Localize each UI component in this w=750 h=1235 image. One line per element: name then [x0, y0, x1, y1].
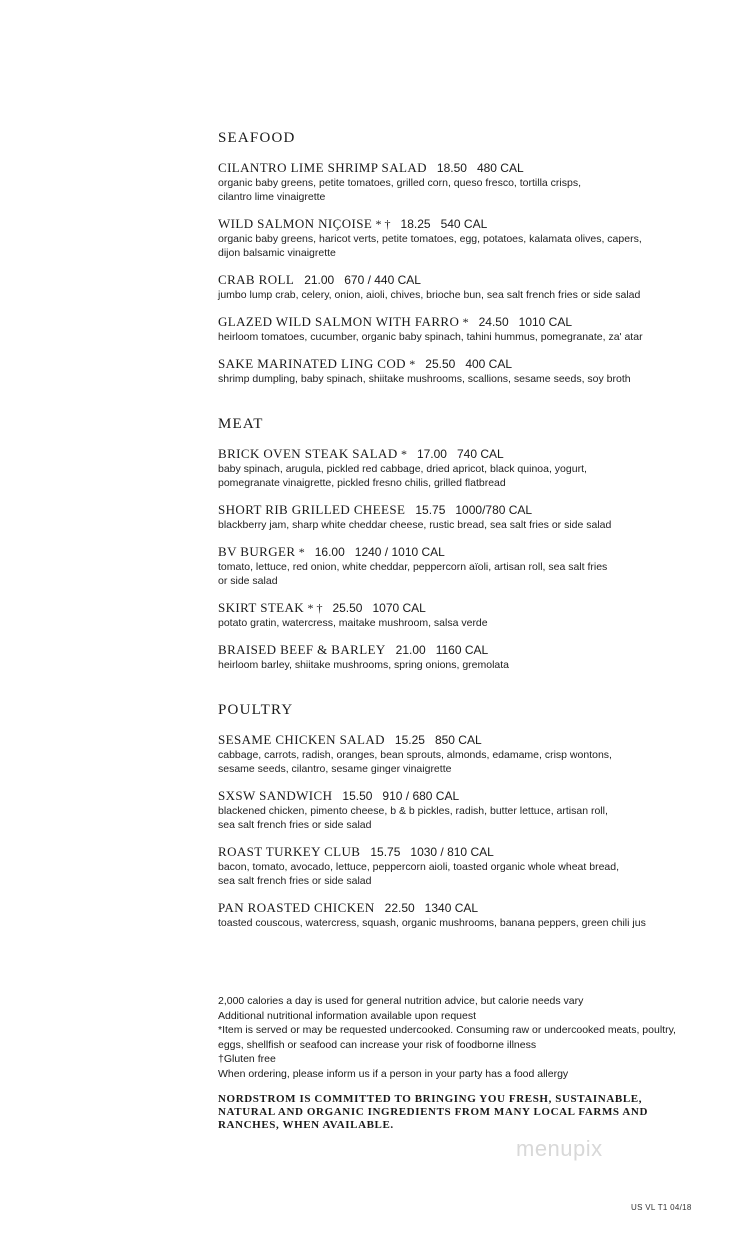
menu-item: [218, 732, 698, 776]
menu-item-name: ROAST TURKEY CLUB: [218, 844, 361, 859]
section-title: MEAT: [218, 416, 264, 432]
menu-item-calories: 400 CAL: [465, 357, 513, 371]
menu-item-calories: 1240 / 1010 CAL: [354, 545, 445, 559]
menu-item: [218, 844, 698, 888]
menu-item-description: cabbage, carrots, radish, oranges, bean sprouts, almonds, edamame, crisp wontons,: [218, 749, 612, 761]
menu-item: [218, 356, 698, 386]
closing-line: RANCHES, WHEN AVAILABLE.: [218, 1119, 394, 1131]
menu-item-description: toasted couscous, watercress, squash, organic mushrooms, banana peppers, green chili jus: [218, 917, 646, 929]
menu-item-name: SESAME CHICKEN SALAD: [218, 732, 385, 747]
menu-item-description: shrimp dumpling, baby spinach, shiitake mushrooms, scallions, sesame seeds, soy broth: [218, 373, 631, 385]
menu-item: [218, 160, 698, 204]
menu-item-marker: *: [462, 315, 469, 329]
menu-item: [218, 642, 698, 672]
menu-item-name: BRAISED BEEF & BARLEY: [218, 642, 386, 657]
menu-item-name: BV BURGER: [218, 544, 296, 559]
menu-item-calories: 480 CAL: [476, 161, 524, 175]
menu-item-header: [218, 642, 698, 658]
menu-body: [218, 130, 698, 960]
menu-item-calories: 1000/780 CAL: [455, 503, 533, 517]
menupix-watermark: menupix: [516, 1136, 603, 1161]
section-seafood: [218, 130, 698, 386]
menu-item-description: blackened chicken, pimento cheese, b & b pickles, radish, butter lettuce, artisan roll,: [218, 805, 608, 817]
menu-item-header: [218, 272, 698, 288]
notes: [218, 994, 698, 1081]
menu-item-description: organic baby greens, petite tomatoes, grilled corn, queso fresco, tortilla crisps,: [218, 177, 582, 189]
menu-item-description: dijon balsamic vinaigrette: [218, 247, 336, 259]
menu-item-price: 17.00: [416, 447, 447, 461]
menu-item-price: 21.00: [304, 273, 335, 287]
menu-item-calories: 1160 CAL: [435, 643, 489, 657]
menu-item: [218, 446, 698, 490]
menu-item-header: [218, 160, 698, 176]
menu-item-price: 24.50: [478, 315, 509, 329]
menu-item-description: heirloom tomatoes, cucumber, organic baby spinach, tahini hummus, pomegranate, za' atar: [218, 331, 643, 343]
note-line: 2,000 calories a day is used for general nutrition advice, but calorie needs vary: [218, 995, 584, 1007]
closing-line: NORDSTROM IS COMMITTED TO BRINGING YOU FRESH, SUSTAINABLE,: [218, 1093, 643, 1105]
menu-item-calories: 1340 CAL: [424, 901, 479, 915]
menu-item-calories: 850 CAL: [434, 733, 482, 747]
section-meat: [218, 416, 698, 672]
section-poultry: [218, 702, 698, 930]
menu-item-name: SHORT RIB GRILLED CHEESE: [218, 502, 406, 517]
menu-item-header: [218, 732, 698, 748]
menu-item-marker: * †: [375, 217, 391, 231]
menu-item-header: [218, 844, 698, 860]
menu-item-header: [218, 216, 698, 232]
menu-item-marker: *: [400, 447, 407, 461]
menu-item-description: baby spinach, arugula, pickled red cabbage, dried apricot, black quinoa, yogurt,: [218, 463, 587, 475]
note-line: *Item is served or may be requested undercooked. Consuming raw or undercooked meats, poultry,: [218, 1024, 676, 1036]
menu-item-price: 15.75: [370, 845, 401, 859]
menu-item-header: [218, 314, 698, 330]
menu-item-price: 15.25: [394, 733, 425, 747]
menu-item-description: jumbo lump crab, celery, onion, aioli, chives, brioche bun, sea salt french fries or side salad: [218, 289, 641, 301]
section-title: POULTRY: [218, 702, 294, 718]
menu-item-description: or side salad: [218, 575, 278, 587]
menu-item-price: 16.00: [314, 545, 345, 559]
menu-item-calories: 740 CAL: [456, 447, 504, 461]
menu-item-name: BRICK OVEN STEAK SALAD: [218, 446, 398, 461]
menu-item-name: CILANTRO LIME SHRIMP SALAD: [218, 160, 427, 175]
menu-item-calories: 1070 CAL: [372, 601, 426, 615]
menu-item-price: 22.50: [384, 901, 415, 915]
menu-item-name: SXSW SANDWICH: [218, 788, 333, 803]
menu-item-price: 18.25: [400, 217, 431, 231]
menu-item-header: [218, 788, 698, 804]
menu-item-description: pomegranate vinaigrette, pickled fresno chilis, grilled flatbread: [218, 477, 506, 489]
menu-item: [218, 502, 698, 532]
menu-item-marker: * †: [307, 601, 323, 615]
menu-item-price: 25.50: [332, 601, 363, 615]
menu-item-calories: 1030 / 810 CAL: [410, 845, 494, 859]
menu-item-calories: 910 / 680 CAL: [382, 789, 460, 803]
menu-item-description: organic baby greens, haricot verts, petite tomatoes, egg, potatoes, kalamata olives, capers,: [218, 233, 642, 245]
section-title: SEAFOOD: [218, 130, 296, 146]
menu-item-description: blackberry jam, sharp white cheddar cheese, rustic bread, sea salt fries or side salad: [218, 519, 612, 531]
menu-item: [218, 272, 698, 302]
note-line: eggs, shellfish or seafood can increase your risk of foodborne illness: [218, 1038, 537, 1051]
menu-item-header: [218, 446, 698, 462]
menu-item-calories: 1010 CAL: [518, 315, 573, 329]
menu-item-header: [218, 900, 698, 916]
menu-item-description: cilantro lime vinaigrette: [218, 191, 326, 203]
menu-item: [218, 900, 698, 930]
menu-item-name: SAKE MARINATED LING COD: [218, 356, 406, 371]
menu-item-marker: *: [409, 357, 416, 371]
menu-item-calories: 670 / 440 CAL: [344, 273, 421, 287]
menu-item-header: [218, 544, 698, 560]
menu-item-description: sea salt french fries or side salad: [218, 875, 372, 887]
menu-item-header: [218, 502, 698, 518]
menu-item-name: WILD SALMON NIÇOISE: [218, 216, 373, 231]
menu-item-name: PAN ROASTED CHICKEN: [218, 900, 375, 915]
note-line: Additional nutritional information available upon request: [218, 1009, 476, 1022]
menu-item-price: 21.00: [395, 643, 426, 657]
menu-item-price: 18.50: [436, 161, 467, 175]
menu-item-price: 15.75: [415, 503, 446, 517]
menu-item-name: GLAZED WILD SALMON WITH FARRO: [218, 314, 460, 329]
closing-statement: [218, 1093, 688, 1132]
menu-item-description: sesame seeds, cilantro, sesame ginger vinaigrette: [218, 763, 452, 775]
menu-item: [218, 788, 698, 832]
menu-item: [218, 600, 698, 630]
menu-item-description: tomato, lettuce, red onion, white cheddar, peppercorn aïoli, artisan roll, sea salt fries: [218, 561, 608, 573]
menu-item-description: potato gratin, watercress, maitake mushroom, salsa verde: [218, 617, 488, 629]
menu-item-header: [218, 356, 698, 372]
note-line: When ordering, please inform us if a person in your party has a food allergy: [218, 1067, 569, 1080]
menu-item-name: CRAB ROLL: [218, 272, 295, 287]
document-code: US VL T1 04/18: [631, 1203, 692, 1212]
menu-item-price: 15.50: [342, 789, 373, 803]
menu-item-calories: 540 CAL: [440, 217, 488, 231]
menu-item: [218, 314, 698, 344]
menu-item-description: bacon, tomato, avocado, lettuce, peppercorn aioli, toasted organic whole wheat bread,: [218, 861, 620, 873]
menu-item-description: sea salt french fries or side salad: [218, 819, 372, 831]
menu-item-name: SKIRT STEAK: [218, 600, 305, 615]
menu-item-marker: *: [298, 545, 305, 559]
menu-item-header: [218, 600, 698, 616]
note-line: †Gluten free: [218, 1053, 276, 1065]
menu-item-price: 25.50: [425, 357, 456, 371]
menu-item: [218, 216, 698, 260]
closing-line: NATURAL AND ORGANIC INGREDIENTS FROM MANY LOCAL FARMS AND: [218, 1106, 649, 1118]
menu-item-description: heirloom barley, shiitake mushrooms, spring onions, gremolata: [218, 659, 510, 671]
menu-item: [218, 544, 698, 588]
